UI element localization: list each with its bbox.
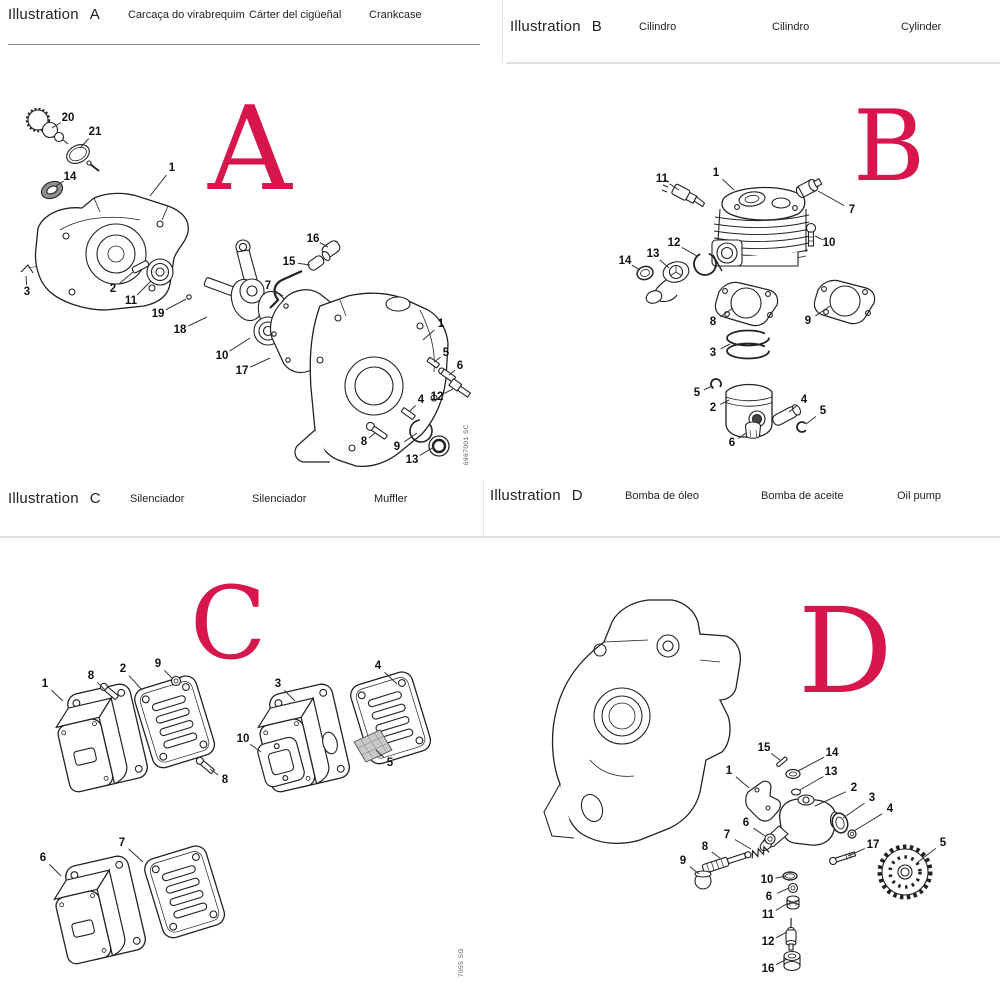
label-es: Cilindro — [772, 21, 810, 33]
part-piston-rings — [727, 331, 769, 359]
callout-leader-line — [129, 676, 142, 690]
part-number-D-17: 17 — [866, 839, 880, 851]
part-number-B-11: 11 — [655, 173, 669, 185]
callout-leader-line — [230, 338, 250, 351]
part-crankcase-reference — [544, 600, 740, 843]
part-number-D-15: 15 — [757, 742, 771, 754]
callout-leader-line — [753, 828, 765, 836]
label-en: Oil pump — [897, 490, 942, 502]
part-number-A-10: 10 — [215, 350, 229, 362]
label-en: Cylinder — [901, 21, 942, 33]
part-number-C-5: 5 — [386, 757, 394, 769]
part-bolt-10 — [807, 224, 816, 247]
part-number-D-13: 13 — [824, 766, 838, 778]
callout-leader-line — [690, 867, 699, 874]
part-number-A-7: 7 — [264, 280, 272, 292]
part-bolt-8b — [195, 756, 215, 775]
part-number-C-1: 1 — [41, 678, 49, 690]
part-cap-9 — [695, 871, 711, 889]
part-number-C-4: 4 — [374, 660, 382, 672]
part-number-A-8: 8 — [360, 436, 368, 448]
part-number-A-18: 18 — [173, 324, 187, 336]
part-worm-shaft-8 — [702, 850, 752, 874]
part-number-D-10: 10 — [760, 874, 774, 886]
part-number-C-6: 6 — [39, 852, 47, 864]
illustration-word: Illustration — [510, 18, 581, 35]
part-number-D-6: 6 — [765, 891, 773, 903]
part-number-A-12: 12 — [430, 391, 444, 403]
section-letter-d: D — [798, 582, 893, 720]
part-small-screw — [87, 161, 99, 171]
part-number-D-4: 4 — [886, 803, 894, 815]
part-number-A-21: 21 — [88, 126, 102, 138]
part-gasket-9 — [814, 280, 874, 323]
part-spark-plug — [662, 180, 706, 209]
part-number-A-2: 2 — [109, 283, 117, 295]
part-cap-6 — [746, 422, 761, 438]
part-valve-12 — [786, 918, 796, 950]
part-number-B-14: 14 — [618, 255, 632, 267]
part-number-D-8: 8 — [701, 841, 709, 853]
callout-leader-line — [771, 753, 780, 760]
part-number-B-7: 7 — [848, 204, 856, 216]
label-pt: Silenciador — [130, 493, 185, 505]
part-number-D-1: 1 — [725, 765, 733, 777]
part-number-C-7: 7 — [118, 837, 126, 849]
part-number-B-8: 8 — [709, 316, 717, 328]
part-muffler-shell-6 — [48, 854, 148, 966]
label-en: Muffler — [374, 493, 408, 505]
callout-leader-line — [166, 299, 186, 310]
callout-leader-line — [444, 389, 453, 393]
illustration-letter: C — [89, 490, 101, 507]
part-number-C-3: 3 — [274, 678, 282, 690]
illustration-word: Illustration — [8, 490, 79, 507]
part-bracket-1 — [746, 781, 781, 821]
part-circlip-left — [709, 377, 723, 391]
callout-leader-line — [800, 777, 823, 791]
part-bushing-11 — [787, 896, 799, 909]
part-number-D-14: 14 — [825, 747, 839, 759]
part-number-A-6: 6 — [456, 360, 464, 372]
illustration-letter: B — [591, 18, 602, 35]
part-seal — [39, 178, 66, 202]
callout-leader-line — [49, 864, 61, 876]
part-number-B-12: 12 — [667, 237, 681, 249]
callout-leader-line — [843, 803, 865, 818]
label-es: Bomba de aceite — [761, 490, 844, 502]
part-number-A-3: 3 — [23, 286, 31, 298]
part-number-C-9: 9 — [154, 658, 162, 670]
part-number-C-10: 10 — [236, 733, 250, 745]
section-letter-c: C — [190, 565, 267, 682]
label-es: Cárter del cigüeñal — [249, 9, 342, 21]
part-number-A-11: 11 — [124, 295, 138, 307]
callout-leader-line — [250, 358, 270, 367]
part-number-D-2: 2 — [850, 782, 858, 794]
part-number-B-5: 5 — [819, 405, 827, 417]
part-louver-cover-7 — [142, 843, 227, 940]
illustration-letter: A — [89, 6, 100, 23]
callout-leader-line — [776, 932, 787, 938]
illustration-word: Illustration — [490, 487, 561, 504]
part-number-D-12: 12 — [761, 936, 775, 948]
part-bushing-16 — [784, 952, 800, 971]
label-pt: Cilindro — [639, 21, 677, 33]
part-number-C-8: 8 — [87, 670, 95, 682]
part-washer-4 — [848, 830, 856, 838]
callout-leader-line — [129, 849, 143, 862]
callout-leader-line — [150, 175, 166, 196]
callout-leader-line — [818, 191, 844, 206]
part-number-A-1: 1 — [437, 318, 445, 330]
part-manifold — [644, 259, 691, 305]
part-number-C-8: 8 — [221, 774, 229, 786]
part-cylinder — [712, 188, 810, 267]
callout-leader-line — [682, 247, 697, 256]
callout-leader-line — [632, 265, 640, 270]
callout-leader-line — [854, 814, 882, 831]
part-screw-17 — [829, 851, 856, 866]
illustration-word: Illustration — [8, 6, 79, 23]
part-number-B-9: 9 — [804, 315, 812, 327]
part-number-B-5: 5 — [693, 387, 701, 399]
part-washer-13 — [792, 789, 801, 795]
label-pt: Carcaça do virabrequim — [128, 9, 245, 21]
section-letter-b: B — [853, 90, 926, 204]
part-number-B-6: 6 — [728, 437, 736, 449]
part-washer-14 — [786, 770, 800, 779]
part-ring-14 — [636, 265, 655, 282]
part-number-A-16: 16 — [306, 233, 320, 245]
part-number-A-19: 19 — [151, 308, 165, 320]
part-number-D-7: 7 — [723, 829, 731, 841]
part-gasket-8 — [715, 282, 777, 325]
illustration-letter: D — [571, 487, 583, 504]
crankcase-exploded-drawing — [21, 109, 472, 466]
label-pt: Bomba de óleo — [625, 490, 699, 502]
part-number-A-15: 15 — [282, 256, 296, 268]
callout-leader-line — [188, 317, 207, 326]
part-number-D-11: 11 — [761, 909, 775, 921]
part-nipple-7 — [795, 176, 824, 199]
part-number-B-10: 10 — [822, 237, 836, 249]
callout-leader-line — [660, 260, 669, 268]
part-number-D-5: 5 — [939, 837, 947, 849]
part-number-A-13: 13 — [405, 454, 419, 466]
part-circlip-right — [795, 420, 809, 434]
part-number-A-17: 17 — [235, 365, 249, 377]
part-nut-9 — [172, 677, 181, 686]
callout-leader-line — [723, 179, 735, 190]
plate-code-a: 6967001 SC — [463, 424, 470, 466]
part-number-B-4: 4 — [800, 394, 808, 406]
part-number-D-16: 16 — [761, 963, 775, 975]
part-seal-13 — [429, 436, 449, 456]
callout-leader-line — [26, 276, 27, 285]
part-number-A-9: 9 — [393, 441, 401, 453]
part-number-A-5: 5 — [442, 347, 450, 359]
callout-leader-line — [848, 849, 865, 856]
label-en: Crankcase — [369, 9, 422, 21]
part-nut-6a — [765, 834, 775, 844]
part-sprocket-5 — [880, 847, 930, 897]
callout-leader-line — [798, 757, 824, 771]
part-number-A-1: 1 — [168, 162, 176, 174]
section-letter-a: A — [208, 82, 292, 217]
part-number-B-13: 13 — [646, 248, 660, 260]
label-es: Silenciador — [252, 493, 307, 505]
part-nut-6b — [789, 884, 798, 893]
part-number-D-6: 6 — [742, 817, 750, 829]
callout-leader-line — [777, 888, 789, 893]
part-number-A-4: 4 — [417, 394, 425, 406]
part-plug-12 — [449, 379, 472, 398]
part-number-D-3: 3 — [868, 792, 876, 804]
part-number-B-2: 2 — [709, 402, 717, 414]
cylinder-exploded-drawing — [636, 176, 875, 438]
part-number-B-1: 1 — [712, 167, 720, 179]
plate-code-c: 7055 SG — [458, 948, 465, 978]
part-number-C-2: 2 — [119, 663, 127, 675]
part-number-A-14: 14 — [63, 171, 77, 183]
muffler-exploded-drawing — [48, 669, 433, 965]
callout-leader-line — [815, 792, 846, 806]
part-number-B-3: 3 — [709, 347, 717, 359]
callout-leader-line — [815, 236, 823, 240]
part-number-A-20: 20 — [61, 112, 75, 124]
callout-leader-line — [164, 670, 172, 678]
part-number-D-9: 9 — [679, 855, 687, 867]
part-key — [187, 295, 191, 299]
callout-leader-line — [736, 777, 749, 788]
callout-leader-line — [712, 852, 720, 858]
callout-leader-line — [806, 417, 816, 425]
callout-leader-line — [52, 690, 64, 701]
callout-leader-line — [704, 386, 712, 390]
oil-pump-exploded-drawing — [544, 600, 930, 971]
callout-leader-line — [776, 903, 788, 910]
callout-leader-line — [735, 840, 751, 850]
